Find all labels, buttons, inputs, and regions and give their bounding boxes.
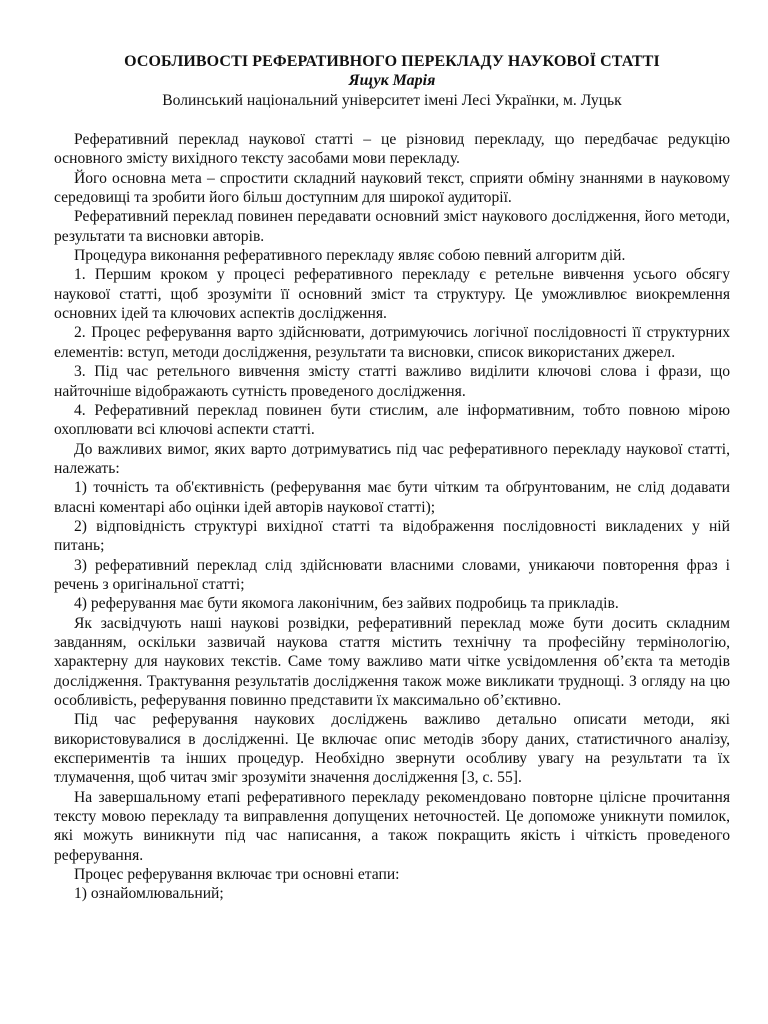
paragraph: До важливих вимог, яких варто дотримуватись під час реферативного перекладу наукової статті, належать: bbox=[54, 440, 730, 477]
stage-item: 1) ознайомлювальний; bbox=[74, 885, 224, 903]
requirement-item: 2) відповідність структурі вихідної статті та відображення послідовності викладених у ній питань; bbox=[54, 517, 730, 555]
requirement-item: 3) реферативний переклад слід здійснювати власними словами, уникаючи повторення фраз і речень з оригінальної статті; bbox=[54, 556, 730, 593]
article-title: ОСОБЛИВОСТІ РЕФЕРАТИВНОГО ПЕРЕКЛАДУ НАУКОВОЇ СТАТТІ bbox=[124, 53, 660, 70]
paragraph: Реферативний переклад повинен передавати основний зміст наукового дослідження, його методи, результати та висновки авторів. bbox=[54, 208, 730, 245]
article-body bbox=[54, 130, 730, 904]
paragraph: Під час реферування наукових досліджень важливо детально описати методи, які використовувалися в дослідженні. Це включає опис методів збору даних, статистичного аналізу, експериментів та інших процедур. Необхідно звернути особливу увагу на результати та їх тлумачення, щоб читач зміг зрозуміти значення дослідження [3, с. 55]. bbox=[54, 711, 730, 787]
author-name: Ящук Марія bbox=[348, 72, 436, 90]
list-item: 1. Першим кроком у процесі реферативного перекладу є ретельне вивчення усього обсягу наукової статті, щоб зрозуміти її основний зміст та структуру. Це уможливлює виокремлення основних ідей та ключових аспектів дослідження. bbox=[54, 266, 730, 323]
paragraph: Процес реферування включає три основні етапи: bbox=[74, 866, 400, 884]
list-item: 2. Процес реферування варто здійснювати, дотримуючись логічної послідовності її структурних елементів: вступ, методи дослідження, результати та висновки, список використаних джерел. bbox=[54, 324, 730, 361]
paragraph: Реферативний переклад наукової статті – це різновид перекладу, що передбачає редукцію основного змісту вихідного тексту засобами мови перекладу. bbox=[54, 131, 730, 168]
paragraph: Процедура виконання реферативного перекладу являє собою певний алгоритм дій. bbox=[74, 247, 626, 265]
requirement-item: 1) точність та об'єктивність (реферування має бути чітким та обґрунтованим, не слід додавати власні коментарі або оцінки ідей авторів наукової статті); bbox=[54, 479, 730, 516]
paragraph: Його основна мета – спростити складний науковий текст, сприяти обміну знаннями в науковому середовищі та зробити його більш доступним для широкої аудиторії. bbox=[54, 169, 730, 207]
author-affiliation: Волинський національний університет імені Лесі Українки, м. Луцьк bbox=[162, 91, 622, 109]
paragraph: На завершальному етапі реферативного перекладу рекомендовано повторне цілісне прочитання тексту мовою перекладу та виправлення допущених неточностей. Це допоможе уникнути помилок, які можуть виникнути під час написання, а також покращить якість і чіткість проведеного реферування. bbox=[54, 788, 730, 864]
list-item: 4. Реферативний переклад повинен бути стислим, але інформативним, тобто повною мірою охоплювати всі ключові аспекти статті. bbox=[54, 401, 730, 439]
paragraph: Як засвідчують наші наукові розвідки, реферативний переклад може бути досить складним завданням, оскільки зазвичай наукова стаття містить технічну та професійну термінологію, характерну для наукових текстів. Саме тому важливо мати чітке усвідомлення об’єкта та методів дослідження. Трактування результатів дослідження також може викликати труднощі. З огляду на цю особливість, реферування повинно представити їх максимально об’єктивно. bbox=[54, 614, 730, 709]
requirement-item: 4) реферування має бути якомога лаконічним, без зайвих подробиць та прикладів. bbox=[74, 595, 619, 613]
list-item: 3. Під час ретельного вивчення змісту статті важливо виділити ключові слова і фрази, що найточніше відображають сутність проведеного дослідження. bbox=[54, 363, 730, 400]
